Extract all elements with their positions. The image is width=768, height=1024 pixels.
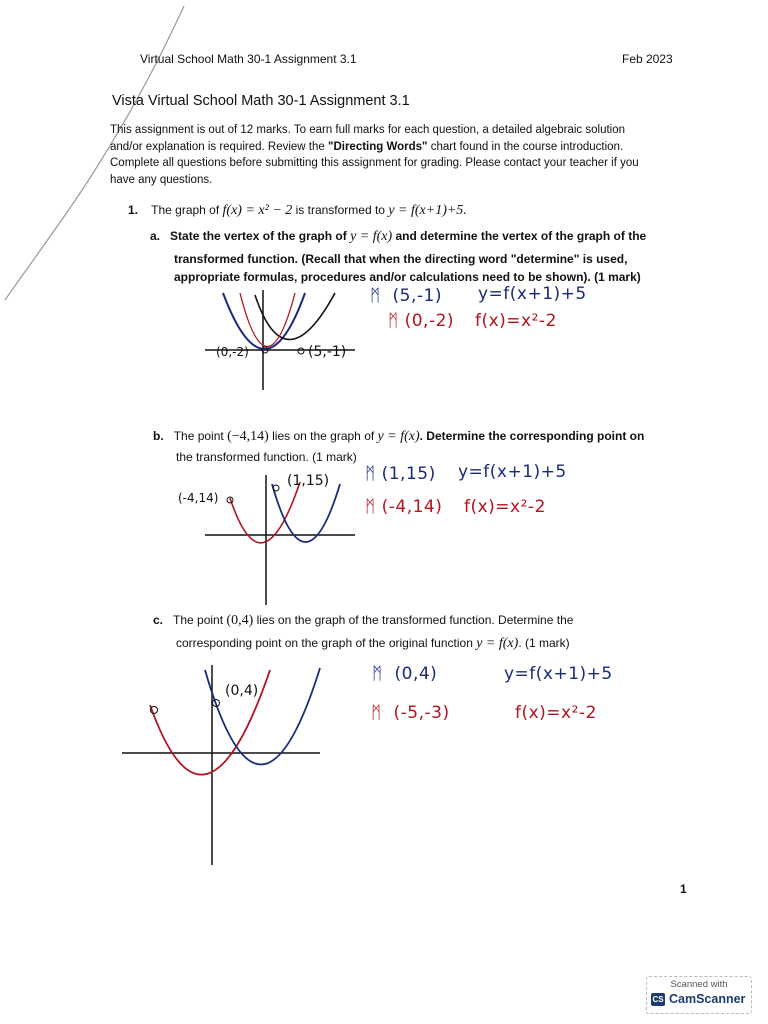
- part-b-graph-label-right: (1,15): [287, 473, 330, 489]
- question-1-stem: 1. The graph of f(x) = x² − 2 is transformed to y = f(x+1)+5.: [128, 203, 467, 218]
- part-a-graph: [195, 285, 365, 395]
- part-b-original-equation: f(x)=x²-2: [464, 497, 546, 517]
- transformed-function: y = f(x+1)+5.: [388, 203, 467, 218]
- part-a-original-equation: f(x)=x²-2: [475, 311, 557, 331]
- instructions-line-3: Complete all questions before submitting this assignment for grading. Please contact your teacher if you: [110, 157, 639, 169]
- original-function: f(x) = x² − 2: [222, 203, 293, 218]
- part-c-transformed-equation: y=f(x+1)+5: [504, 664, 613, 684]
- page-number: 1: [680, 882, 687, 896]
- part-b-text: b. The point (−4,14) lies on the graph of y = f(x). Determine the corresponding point on the transformed function. (1 mark): [153, 429, 645, 464]
- part-a-transformed-equation: y=f(x+1)+5: [478, 284, 587, 304]
- running-header-left: Virtual School Math 30-1 Assignment 3.1: [140, 52, 357, 66]
- part-a-graph-label-right: (5,-1): [308, 344, 347, 360]
- part-a-graph-label-left: (0,-2): [216, 345, 249, 359]
- part-c-answer-original-point: ᛗ (-5,-3): [371, 703, 450, 723]
- part-a-text: a. State the vertex of the graph of y = f(x) and determine the vertex of the graph of the transformed function. (Recall that when the directing word "determine" is used, appropriate formulas, procedures and/or calculations need to be shown). (1 mark): [150, 229, 647, 284]
- mark-check-icon: ᛗ: [365, 464, 376, 484]
- part-b-graph-label-left: (-4,14): [178, 491, 219, 505]
- part-a-answer-transformed-vertex: ᛗ (5,-1): [370, 286, 442, 306]
- mark-check-icon: ᛗ: [365, 497, 376, 517]
- question-1-number: 1.: [128, 203, 139, 217]
- mark-check-icon: ᛗ: [370, 286, 381, 306]
- mark-check-icon: ᛗ: [372, 664, 383, 684]
- part-c-graph-label: (0,4): [225, 683, 259, 699]
- running-header-date: Feb 2023: [622, 52, 673, 66]
- part-b-answer-original-point: ᛗ (-4,14): [365, 497, 443, 517]
- instructions-line-2: and/or explanation is required. Review the "Directing Words" chart found in the course introduction.: [110, 140, 624, 153]
- camscanner-logo-icon: CS: [652, 995, 664, 1004]
- page-title: Vista Virtual School Math 30-1 Assignment 3.1: [112, 93, 410, 109]
- part-b-transformed-equation: y=f(x+1)+5: [458, 462, 567, 482]
- camscanner-watermark: [646, 976, 752, 1014]
- camscanner-name: CamScanner: [669, 992, 746, 1006]
- mark-check-icon: ᛗ: [388, 311, 399, 331]
- part-b-answer-transformed-point: ᛗ (1,15): [365, 464, 436, 484]
- camscanner-caption: Scanned with: [670, 979, 728, 990]
- part-a-answer-original-vertex: ᛗ (0,-2): [388, 311, 455, 331]
- part-c-text: c. The point (0,4) lies on the graph of the transformed function. Determine the corresponding point on the graph of the original function y = f(x). (1 mark): [153, 613, 574, 651]
- instructions-line-4: have any questions.: [110, 173, 213, 186]
- mark-check-icon: ᛗ: [371, 703, 382, 723]
- part-c-answer-transformed-point: ᛗ (0,4): [372, 664, 438, 684]
- part-c-original-equation: f(x)=x²-2: [515, 703, 597, 723]
- instructions-line-1: This assignment is out of 12 marks. To earn full marks for each question, a detailed algebraic solution: [110, 124, 626, 136]
- part-b-graph: [200, 470, 360, 610]
- instructions: [110, 122, 710, 188]
